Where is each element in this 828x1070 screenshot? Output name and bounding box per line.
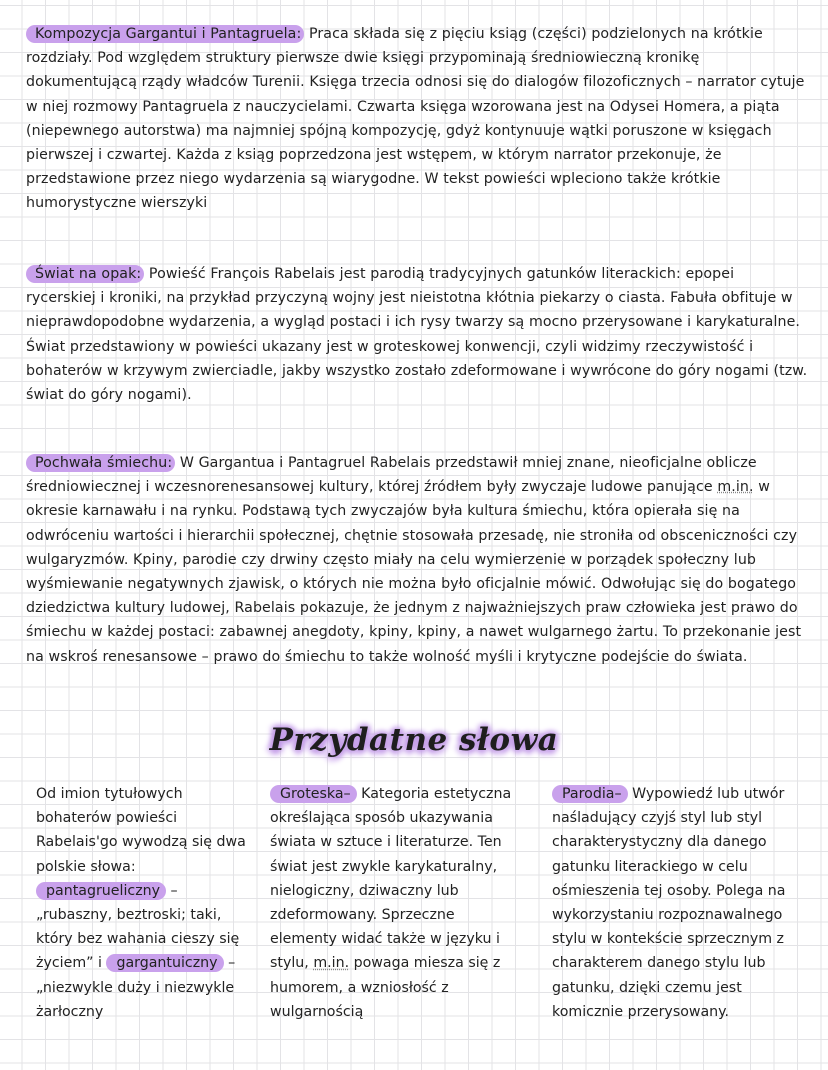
column1-definition-1: – „rubaszny, beztroski; taki, który bez wahania cieszy się życiem” i — [36, 882, 240, 972]
term-gargantuiczny: gargantuiczny — [106, 954, 223, 972]
term-grotesque: Groteska– — [270, 785, 357, 803]
section-composition-title: Kompozycja Gargantui i Pantagruela: — [26, 25, 304, 43]
term-parody: Parodia– — [552, 785, 628, 803]
column2-text-after: powaga miesza się z humorem, a wzniosłość z wulgarnością — [270, 955, 501, 1020]
section-composition-text: Praca składa się z pięciu ksiąg (części) podzielonych na krótkie rozdziały. Pod względem struktury pierwsze dwie księgi przypominają średniowieczną kronikę dokumentującą rządy władców Turenii. Księga trzecia odnosi się do dialogów filozoficznych – narrator cytuje w niej rozmowy Pantagruela z nauczycielami. Czwarta księga wzorowana jest na Odysei Homera, a piąta (niepewnego autorstwa) ma najmniej spójną kompozycję, gdyż kontynuuje wątki poruszone w księgach pierwszej i czwartej. Każda z ksiąg poprzedzona jest wstępem, w którym narrator przekonuje, że przedstawione przez niego wydarzenia są wiarygodne. W tekst powieści wpleciono także krótkie humorystyczne wierszyki — [26, 26, 805, 212]
column1-intro: Od imion tytułowych bohaterów powieści Rabelais'go wywodzą się dwa polskie słowa: — [36, 786, 246, 875]
section-upside-down-world-text: Powieść François Rabelais jest parodią tradycyjnych gatunków literackich: epopei rycerskiej i kroniki, na przykład przyczyną wojny jest nieistotna kłótnia piekarzy o ciasta. Fabuła obfituje w nieprawdopodobne wydarzenia, a wygląd postaci i ich rysy twarzy są mocno przerysowane i karykaturalne. Świat przedstawiony w powieści ukazany jest w groteskowej konwencji, czyli widzimy rzeczywistość i bohaterów w krzywym zwierciadle, jakby wszystko zostało zdeformowane i wywrócone do góry nogami (tzw. świat do góry nogami). — [26, 266, 808, 404]
term-pantagrueliczny: pantagrueliczny — [36, 882, 166, 900]
useful-words-heading: Przydatne słowa — [269, 722, 559, 758]
section-praise-of-laughter-text-after: w okresie karnawału i na rynku. Podstawą tych zwyczajów była kultura śmiechu, która opierała się na odwróceniu wartości i hierarchii społecznej, chętnie stosowała przesadę, nie stroniła od obsceniczności czy wulgaryzmów. Kpiny, parodie czy drwiny często miały na celu wymierzenie w porządek społeczny lub wyśmiewanie negatywnych zjawisk, o których nie można było oficjalnie mówić. Odwołując się do bogatego dziedzictwa kultury ludowej, Rabelais pokazuje, że jednym z najważniejszych praw człowieka jest prawo do śmiechu w każdej postaci: zabawnej anegdoty, kpiny, kpiny, a nawet wulgarnego żartu. To przekonanie jest na wskroś renesansowe – prawo do śmiechu to także wolność myśli i krytyczne podejście do świata. — [26, 479, 802, 665]
section-praise-of-laughter-text-before: W Gargantua i Pantagruel Rabelais przedstawił mniej znane, nieoficjalne oblicze średniowiecznej i wczesnorenesansowej kultury, której źródłem były zwyczaje ludowe panujące — [26, 455, 757, 496]
section-upside-down-world — [26, 262, 808, 407]
section-upside-down-world-title: Świat na opak: — [26, 265, 144, 283]
column1-definition-2: – „niezwykle duży i niezwykle żarłoczny — [36, 955, 236, 1020]
column2-text-before: Kategoria estetyczna określająca sposób ukazywania świata w sztuce i literaturze. Ten świat jest zwykle karykaturalny, nielogiczny, dziwaczny lub zdeformowany. Sprzeczne elementy widać także w języku i stylu, — [270, 786, 512, 972]
column-names-origin — [36, 782, 251, 1024]
column3-text: Wypowiedź lub utwór naśladujący czyjś styl lub styl charakterystyczny dla danego gatunku literackiego w celu ośmieszenia tej osoby. Polega na wykorzystaniu rozpoznawalnego stylu w kontekście sprzecznym z charakterem danego stylu lub gatunku, dzięki czemu jest komicznie przerysowany. — [552, 786, 786, 1020]
section-composition — [26, 22, 808, 216]
column-grotesque — [270, 782, 520, 1024]
section-praise-of-laughter — [26, 451, 808, 669]
section-praise-of-laughter-title: Pochwała śmiechu: — [26, 454, 175, 472]
abbreviation: m.in. — [717, 479, 754, 496]
column-parody — [552, 782, 810, 1024]
column2-abbreviation: m.in. — [313, 955, 350, 972]
